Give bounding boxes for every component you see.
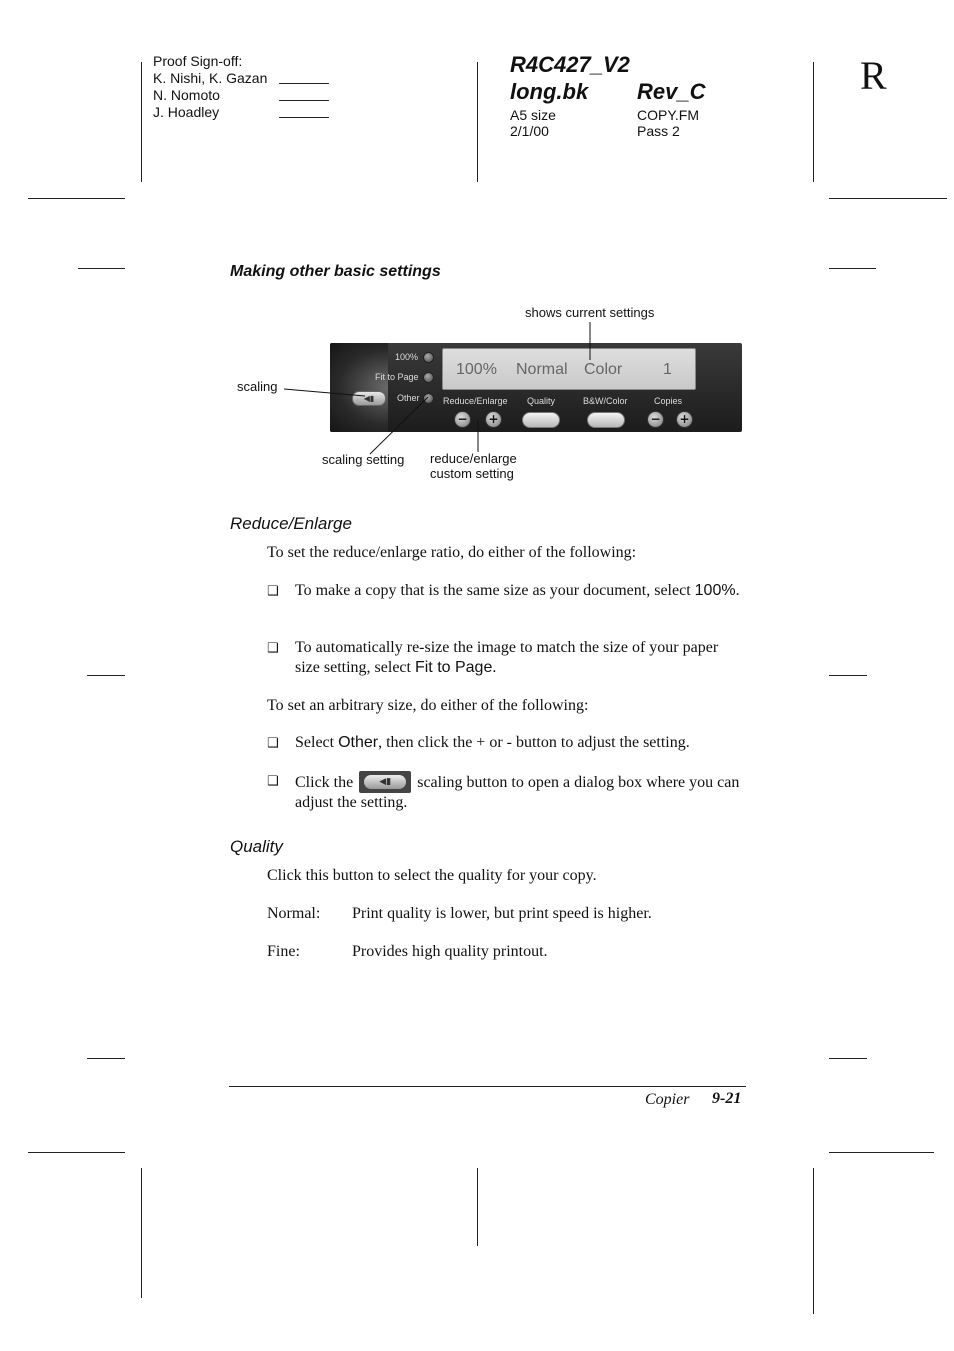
callout-scaling: scaling xyxy=(237,379,278,394)
label-reduce-enlarge: Reduce/Enlarge xyxy=(443,396,508,406)
callout-reduce-line1: reduce/enlarge xyxy=(430,451,517,466)
proof-name: J. Hoadley xyxy=(153,104,220,120)
crop-mark xyxy=(829,675,867,676)
quality-term: Fine: xyxy=(267,943,300,960)
crop-mark xyxy=(477,1168,478,1246)
label-copies: Copies xyxy=(654,396,683,406)
doc-title: R4C427_V2 xyxy=(510,52,630,77)
proof-name: K. Nishi, K. Gazan xyxy=(153,70,268,86)
list-item-text: To make a copy that is the same size as your document, select 100%. xyxy=(295,582,740,599)
list-item xyxy=(267,638,747,678)
scaling-button[interactable]: ◀▮ xyxy=(352,391,386,406)
checkbox-bullet-icon: ❑ xyxy=(267,584,279,599)
crop-mark xyxy=(829,1152,934,1153)
quality-desc: Provides high quality printout. xyxy=(352,943,548,960)
checkbox-bullet-icon: ❑ xyxy=(267,736,279,751)
doc-file: COPY.FM xyxy=(637,107,699,123)
display-color: Color xyxy=(584,361,623,378)
scaling-button-icon: ◀▮ xyxy=(359,771,411,793)
list-item xyxy=(267,771,747,813)
reduce-enlarge-heading: Reduce/Enlarge xyxy=(230,514,352,533)
display-quality: Normal xyxy=(516,361,568,378)
label-quality: Quality xyxy=(527,396,556,406)
radio-label-other: Other xyxy=(397,393,420,403)
crop-mark xyxy=(141,1168,142,1298)
list-item xyxy=(267,733,747,754)
label-bw-color: B&W/Color xyxy=(583,396,628,406)
callout-reduce-line2: custom setting xyxy=(430,466,514,481)
doc-revision: Rev_C xyxy=(637,79,706,104)
doc-pass: Pass 2 xyxy=(637,123,680,139)
crop-mark xyxy=(813,1168,814,1314)
checkbox-bullet-icon: ❑ xyxy=(267,641,279,656)
proof-title: Proof Sign-off: xyxy=(153,53,243,69)
crop-mark xyxy=(87,1058,125,1059)
quality-heading: Quality xyxy=(230,837,283,856)
copies-minus-button[interactable]: − xyxy=(647,411,664,428)
list-item-text: Click the ◀▮ scaling button to open a dialog box where you can adjust the setting. xyxy=(295,771,747,813)
enlarge-plus-button[interactable]: + xyxy=(485,411,502,428)
proof-name: N. Nomoto xyxy=(153,87,220,103)
crop-mark xyxy=(28,1152,125,1153)
radio-label-fit: Fit to Page xyxy=(375,372,419,382)
quality-intro: Click this button to select the quality for your copy. xyxy=(267,867,597,884)
footer-rule xyxy=(229,1086,746,1087)
callout-leaders xyxy=(0,0,954,520)
display-copies: 1 xyxy=(663,361,672,378)
doc-date: 2/1/00 xyxy=(510,123,549,139)
callout-scaling-setting: scaling setting xyxy=(322,452,405,467)
crop-mark xyxy=(87,675,125,676)
quality-desc: Print quality is lower, but print speed is higher. xyxy=(352,905,652,922)
reduce-intro-arbitrary: To set an arbitrary size, do either of the following: xyxy=(267,697,589,714)
list-item-text: To automatically re-size the image to match the size of your paper size setting, select Fit to Page. xyxy=(295,639,719,676)
quality-term: Normal: xyxy=(267,905,321,922)
footer-chapter: Copier xyxy=(645,1091,690,1108)
section-title: Making other basic settings xyxy=(230,263,441,280)
radio-label-100: 100% xyxy=(395,352,419,362)
list-item-text: Select Other, then click the + or - button to adjust the setting. xyxy=(295,734,690,751)
page-number: 9-21 xyxy=(712,1090,742,1107)
doc-size: A5 size xyxy=(510,107,556,123)
doc-book: long.bk xyxy=(510,79,589,104)
reduce-minus-button[interactable]: − xyxy=(454,411,471,428)
crop-mark xyxy=(829,1058,867,1059)
margin-letter: R xyxy=(860,53,887,98)
callout-current-settings: shows current settings xyxy=(525,305,655,320)
copies-plus-button[interactable]: + xyxy=(676,411,693,428)
reduce-intro: To set the reduce/enlarge ratio, do either of the following: xyxy=(267,544,637,561)
checkbox-bullet-icon: ❑ xyxy=(267,774,279,789)
list-item xyxy=(267,581,747,602)
display-zoom: 100% xyxy=(456,361,497,378)
